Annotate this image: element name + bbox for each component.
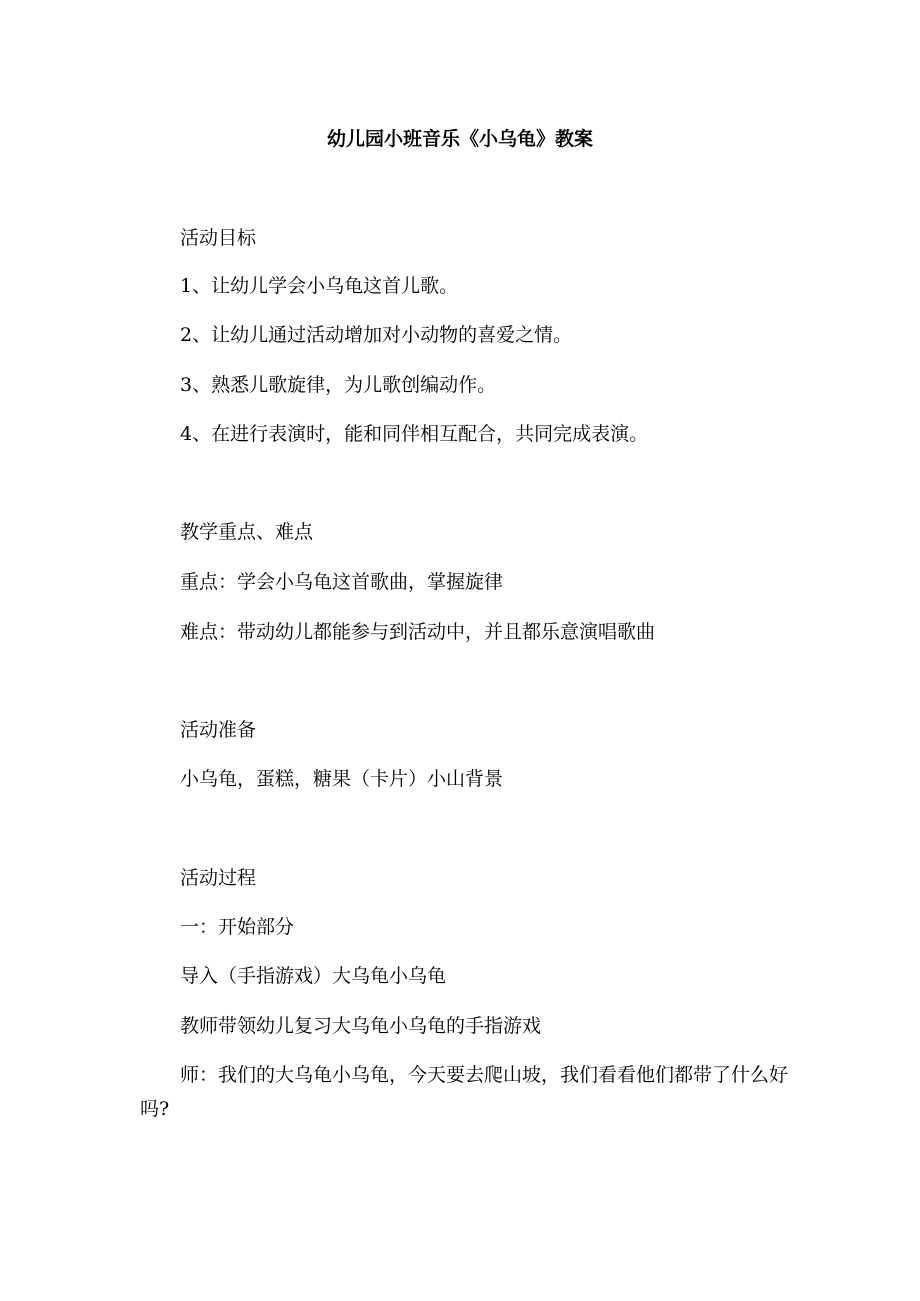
section-heading-objectives: 活动目标 — [180, 227, 257, 249]
section-heading-preparation: 活动准备 — [180, 719, 257, 741]
process-part-heading: 一：开始部分 — [180, 916, 295, 938]
preparation-text: 小乌龟，蛋糕，糖果（卡片）小山背景 — [180, 768, 504, 790]
process-teacher-text: 教师带领幼儿复习大乌龟小乌龟的手指游戏 — [180, 1015, 542, 1037]
key-point-text: 重点：学会小乌龟这首歌曲，掌握旋律 — [180, 571, 504, 593]
objective-item: 1、让幼儿学会小乌龟这首儿歌。 — [180, 275, 459, 297]
difficulty-text: 难点：带动幼儿都能参与到活动中，并且都乐意演唱歌曲 — [180, 621, 656, 643]
objective-item: 3、熟悉儿歌旋律，为儿歌创编动作。 — [180, 374, 497, 396]
objective-item: 2、让幼儿通过活动增加对小动物的喜爱之情。 — [180, 324, 573, 346]
section-heading-process: 活动过程 — [180, 867, 257, 889]
document-title: 幼儿园小班音乐《小乌龟》教案 — [326, 128, 593, 150]
section-heading-key-points: 教学重点、难点 — [180, 521, 314, 543]
process-dialogue-paragraph: 师：我们的大乌龟小乌龟，今天要去爬山坡，我们看看他们都带了什么好吗? — [140, 1064, 789, 1120]
process-intro-text: 导入（手指游戏）大乌龟小乌龟 — [180, 965, 447, 987]
objective-item: 4、在进行表演时，能和同伴相互配合，共同完成表演。 — [180, 423, 649, 445]
